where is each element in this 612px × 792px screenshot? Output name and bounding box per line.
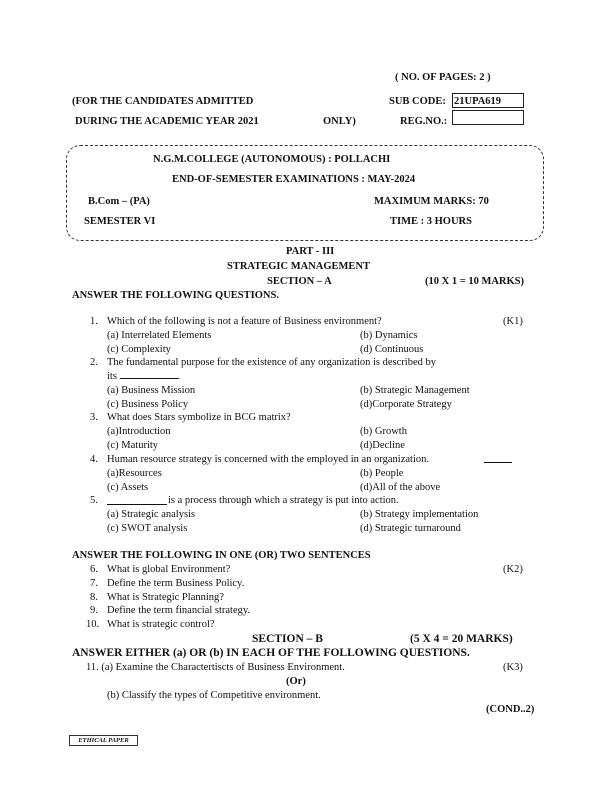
maximum-marks: MAXIMUM MARKS: 70 [374, 196, 489, 207]
question-number: 2. [90, 357, 98, 368]
option-a: (a) Interrelated Elements [107, 330, 212, 341]
fill-blank [484, 462, 512, 463]
question-number: 10. [86, 619, 100, 630]
question-text: Define the term financial strategy. [107, 605, 251, 616]
question-text: The fundamental purpose for the existence of any organization is described by [107, 357, 436, 368]
candidates-admitted-line: (FOR THE CANDIDATES ADMITTED [72, 96, 254, 107]
knowledge-level: (K2) [503, 564, 523, 575]
question-number: 5. [90, 495, 98, 506]
section-a-instruction: ANSWER THE FOLLOWING QUESTIONS. [72, 290, 279, 301]
option-c: (c) Maturity [107, 440, 159, 451]
option-b: (b) Strategy implementation [360, 509, 479, 520]
question-text-end: . [177, 371, 181, 382]
academic-year-line: DURING THE ACADEMIC YEAR 2021 [75, 116, 259, 127]
option-d: (d) Strategic turnaround [360, 523, 461, 534]
question-number: 9. [90, 605, 98, 616]
no-of-pages: ( NO. OF PAGES: 2 ) [395, 72, 491, 83]
college-name: N.G.M.COLLEGE (AUTONOMOUS) : POLLACHI [153, 154, 391, 165]
option-a: (a)Resources [107, 468, 162, 479]
option-d: (d)Corporate Strategy [360, 399, 452, 410]
question-number: 8. [90, 592, 98, 603]
option-c: (c) Business Policy [107, 399, 189, 410]
or-separator: (Or) [286, 676, 306, 687]
question-number: 1. [90, 316, 98, 327]
question-text: What is global Environment? [107, 564, 231, 575]
question-text-its: its [107, 371, 117, 382]
option-b: (b) Strategic Management [360, 385, 470, 396]
question-text: Human resource strategy is concerned with the employed in an organization. [107, 454, 429, 465]
question-number: 3. [90, 412, 98, 423]
ethical-paper-badge: ETHICAL PAPER [69, 735, 138, 746]
question-11a: 11. (a) Examine the Charactertiscts of Business Environment. [86, 662, 345, 673]
exam-title: END-OF-SEMESTER EXAMINATIONS : MAY-2024 [172, 174, 416, 185]
option-a: (a)Introduction [107, 426, 171, 437]
sub-code-label: SUB CODE: [389, 96, 446, 107]
option-c: (c) SWOT analysis [107, 523, 188, 534]
knowledge-level: (K3) [503, 662, 523, 673]
option-a: (a) Strategic analysis [107, 509, 196, 520]
option-c: (c) Assets [107, 482, 149, 493]
question-text: Which of the following is not a feature of Business environment? [107, 316, 382, 327]
option-d: (d)Decline [360, 440, 405, 451]
option-b: (b) People [360, 468, 404, 479]
question-number: 6. [90, 564, 98, 575]
question-text: is a process through which a strategy is put into action. [168, 495, 399, 506]
option-d: (d)All of the above [360, 482, 441, 493]
question-text: What is Strategic Planning? [107, 592, 224, 603]
question-text: What is strategic control? [107, 619, 215, 630]
course-name: B.Com – (PA) [88, 196, 150, 207]
option-b: (b) Growth [360, 426, 407, 437]
fill-blank [120, 378, 178, 379]
section-b-instruction: ANSWER EITHER (a) OR (b) IN EACH OF THE FOLLOWING QUESTIONS. [72, 647, 470, 659]
only-label: ONLY) [323, 116, 356, 127]
short-answer-instruction: ANSWER THE FOLLOWING IN ONE (OR) TWO SENTENCES [72, 550, 371, 561]
section-a-title: SECTION – A [267, 276, 332, 287]
semester: SEMESTER VI [84, 216, 156, 227]
option-a: (a) Business Mission [107, 385, 196, 396]
knowledge-level: (K1) [503, 316, 523, 327]
question-11b: (b) Classify the types of Competitive environment. [107, 690, 321, 701]
option-d: (d) Continuous [360, 344, 424, 355]
continued-label: (COND..2) [486, 704, 535, 715]
section-b-marks: (5 X 4 = 20 MARKS) [410, 633, 513, 645]
question-number: 4. [90, 454, 98, 465]
part-title: PART - III [286, 246, 335, 257]
section-a-marks: (10 X 1 = 10 MARKS) [425, 276, 525, 287]
fill-blank [107, 504, 167, 505]
exam-time: TIME : 3 HOURS [390, 216, 472, 227]
reg-no-field[interactable] [452, 110, 524, 125]
sub-code-value: 21UPA619 [454, 96, 502, 107]
option-b: (b) Dynamics [360, 330, 418, 341]
reg-no-label: REG.NO.: [400, 116, 448, 127]
question-text: Define the term Business Policy. [107, 578, 245, 589]
option-c: (c) Complexity [107, 344, 171, 355]
question-text: What does Stars symbolize in BCG matrix? [107, 412, 291, 423]
section-b-title: SECTION – B [252, 633, 323, 645]
question-text-continued [107, 371, 180, 382]
subject-title: STRATEGIC MANAGEMENT [227, 261, 371, 272]
question-number: 7. [90, 578, 98, 589]
